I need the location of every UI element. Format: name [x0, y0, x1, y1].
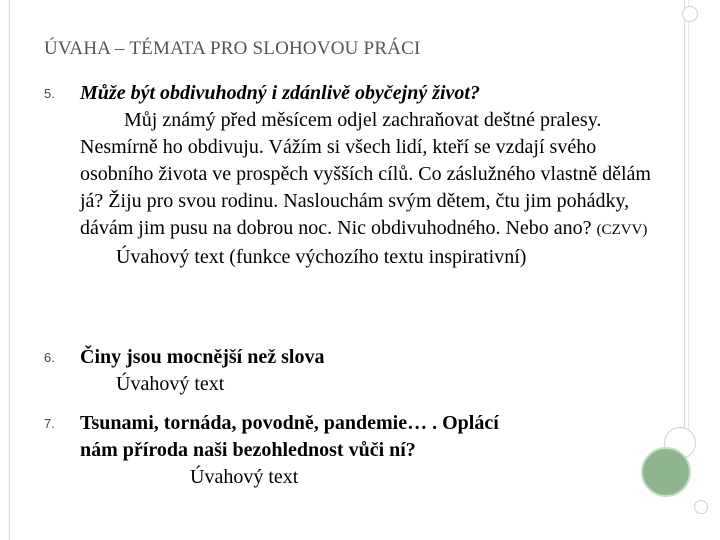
- topic-heading: Činy jsou mocnější než slova: [80, 346, 325, 368]
- list-number: 6.: [44, 350, 55, 365]
- decorative-circle-corner: [694, 500, 708, 514]
- paragraph-text: Můj známý před měsícem odjel zachraňovat deštné pralesy. Nesmírně ho obdivuju. Vážím si všech lidí, kteří se vzdají svého osobního života ve prospěch vyšších cílů. Co záslužného vlastně dělám já? Žiju pro svou rodinu. Naslouchám svým dětem, čtu jim pohádky, dávám jim pusu na dobrou noc. Nic obdivuhodného. Nebo ano?: [80, 109, 651, 239]
- slide-title: ÚVAHA – TÉMATA PRO SLOHOVOU PRÁCI: [44, 38, 421, 59]
- topic-heading-line-2: nám příroda naši bezohlednost vůči ní?: [80, 439, 416, 461]
- text-type-note: Úvahový text: [190, 466, 299, 488]
- source-label: (CZVV): [596, 222, 648, 238]
- topic-heading: Může být obdivuhodný i zdánlivě obyčejný život?: [80, 82, 480, 104]
- list-item-body: [80, 344, 660, 398]
- list-number: 5.: [44, 86, 55, 101]
- decorative-circle-top: [682, 6, 698, 22]
- right-frame-line: [684, 0, 685, 440]
- list-item-body: [80, 410, 660, 491]
- text-type-note: Úvahový text (funkce výchozího textu inspirativní): [116, 246, 527, 268]
- topic-heading-line-1: Tsunami, tornáda, povodně, pandemie… . Oplácí: [80, 412, 499, 434]
- list-item-body: [80, 80, 660, 271]
- list-number: 7.: [44, 416, 55, 431]
- text-type-note: Úvahový text: [116, 373, 225, 395]
- right-frame-shadow-line: [688, 0, 689, 440]
- topic-paragraph: [80, 107, 660, 244]
- left-frame-line: [9, 0, 10, 540]
